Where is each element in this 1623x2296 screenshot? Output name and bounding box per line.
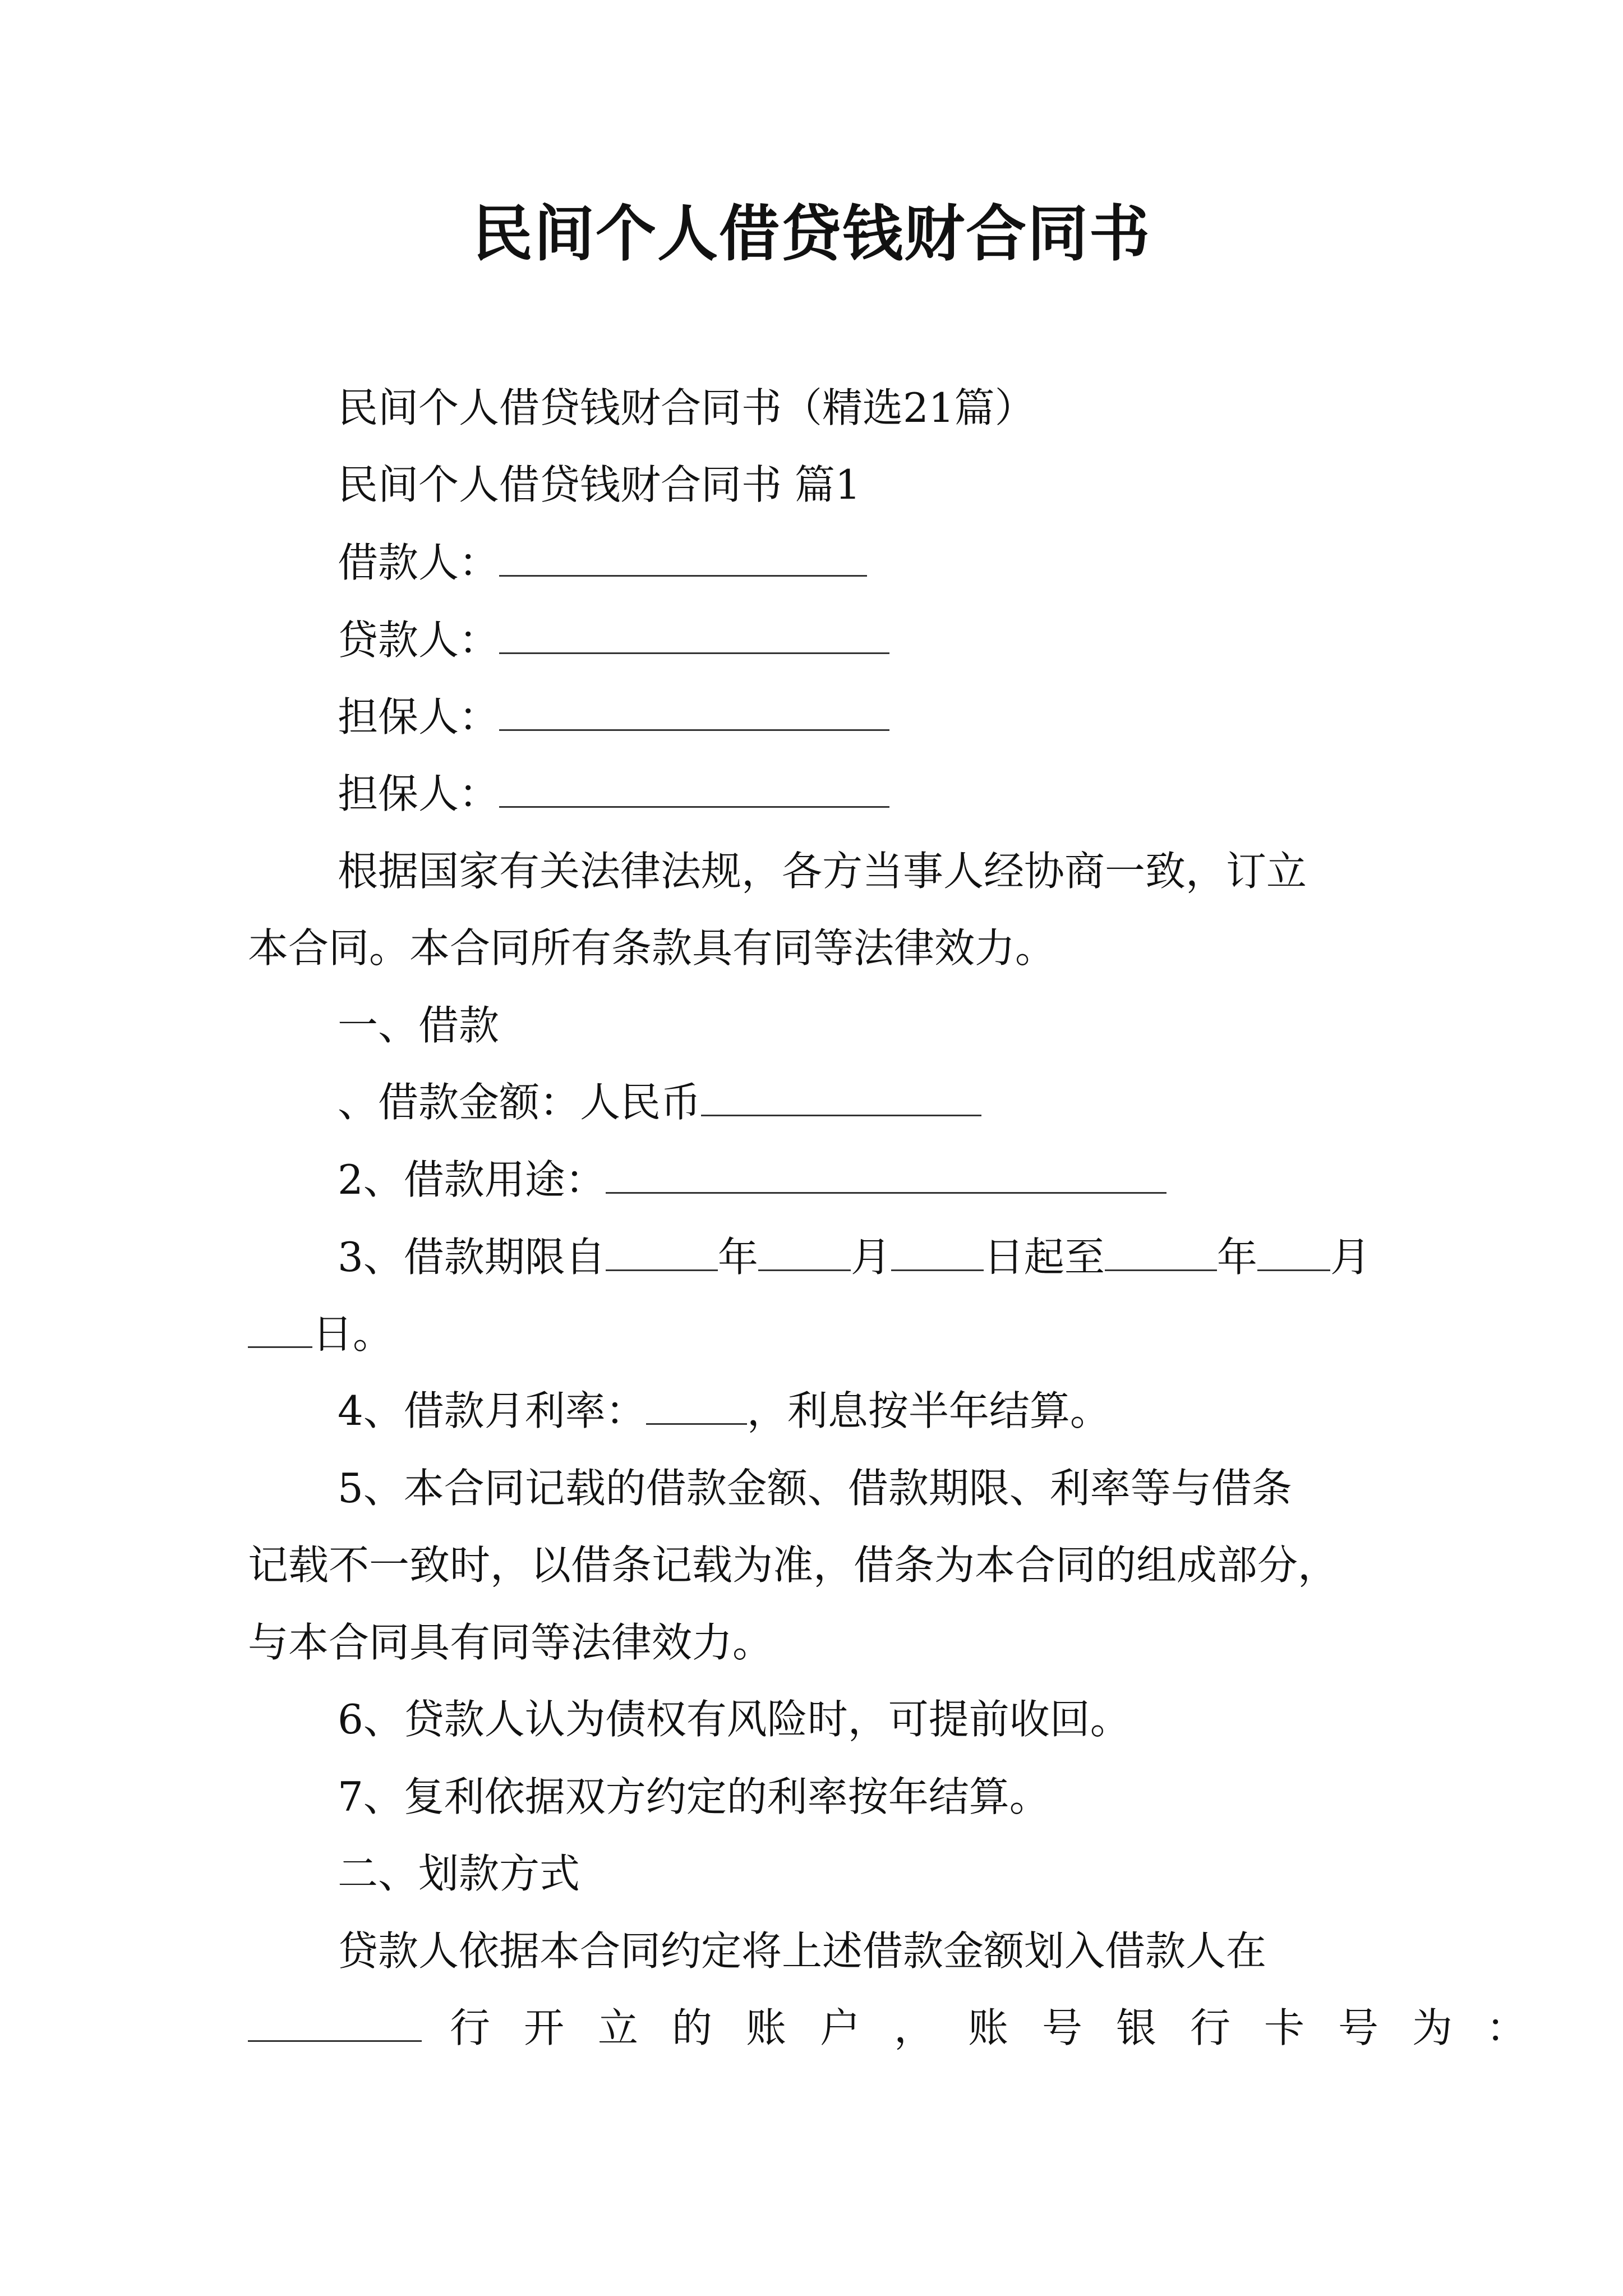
guarantor-2-blank [499, 800, 889, 808]
party-borrower [338, 537, 867, 588]
end-day-blank [248, 1340, 312, 1348]
transfer-line-2-text: 行开立的账户，账号银行卡号为： [450, 2004, 1561, 2051]
monthly-rate-label: 4、借款月利率： [338, 1387, 646, 1434]
start-year-blank [606, 1263, 718, 1271]
loan-term-label: 3、借款期限自 [338, 1234, 606, 1281]
document-subtitle: 民间个人借贷钱财合同书（精选21篇） [338, 384, 1035, 431]
part-heading: 民间个人借贷钱财合同书 篇1 [338, 461, 861, 508]
loan-purpose-label: 2、借款用途： [338, 1156, 606, 1203]
party-lender [338, 615, 889, 665]
start-day-blank [891, 1263, 984, 1271]
bank-name-blank [248, 2034, 422, 2042]
start-year-label: 年 [717, 1234, 758, 1281]
party-guarantor-2 [338, 769, 889, 819]
transfer-line-2 [248, 2003, 1560, 2053]
end-month-label: 月 [1330, 1234, 1371, 1281]
party-guarantor-1 [338, 692, 889, 742]
party-guarantor-2-label: 担保人： [338, 770, 500, 817]
party-guarantor-1-label: 担保人： [338, 693, 500, 740]
loan-term [338, 1232, 1371, 1282]
section-1-heading: 一、借款 [338, 1002, 500, 1049]
party-borrower-label: 借款人： [338, 539, 500, 586]
monthly-rate [338, 1386, 1110, 1436]
start-day-label: 日起至 [983, 1234, 1105, 1281]
party-lender-label: 贷款人： [338, 616, 500, 664]
intro-line-2: 本合同。本合同所有条款具有同等法律效力。 [248, 924, 1056, 972]
section-2-heading: 二、划款方式 [338, 1850, 580, 1897]
clause-6: 6、贷款人认为债权有风险时，可提前收回。 [338, 1696, 1131, 1743]
loan-amount-blank [701, 1108, 981, 1116]
end-day-label: 日。 [312, 1310, 394, 1358]
start-month-blank [758, 1263, 851, 1271]
loan-term-cont [248, 1309, 393, 1359]
guarantor-1-blank [499, 723, 889, 731]
end-month-blank [1257, 1263, 1330, 1271]
end-year-label: 年 [1216, 1234, 1257, 1281]
clause-5-line-2: 记载不一致时，以借条记载为准，借条为本合同的组成部分， [248, 1542, 1339, 1589]
clause-7: 7、复利依据双方约定的利率按年结算。 [338, 1773, 1050, 1820]
start-month-label: 月 [850, 1234, 891, 1281]
loan-amount-label: 、借款金额：人民币 [338, 1079, 702, 1126]
loan-purpose [338, 1154, 1166, 1205]
document-title: 民间个人借贷钱财合同书 [472, 199, 1151, 269]
loan-purpose-blank [606, 1186, 1166, 1194]
clause-5-line-3: 与本合同具有同等法律效力。 [248, 1619, 773, 1666]
transfer-line-1: 贷款人依据本合同约定将上述借款金额划入借款人在 [338, 1927, 1267, 1975]
monthly-rate-note: ，利息按半年结算。 [746, 1387, 1110, 1434]
monthly-rate-blank [646, 1417, 747, 1425]
clause-5-line-1: 5、本合同记载的借款金额、借款期限、利率等与借条 [338, 1465, 1292, 1512]
intro-line-1: 根据国家有关法律法规，各方当事人经协商一致，订立 [338, 848, 1307, 895]
end-year-blank [1105, 1263, 1217, 1271]
borrower-blank [499, 569, 867, 577]
loan-amount [338, 1077, 981, 1128]
lender-blank [499, 646, 889, 654]
